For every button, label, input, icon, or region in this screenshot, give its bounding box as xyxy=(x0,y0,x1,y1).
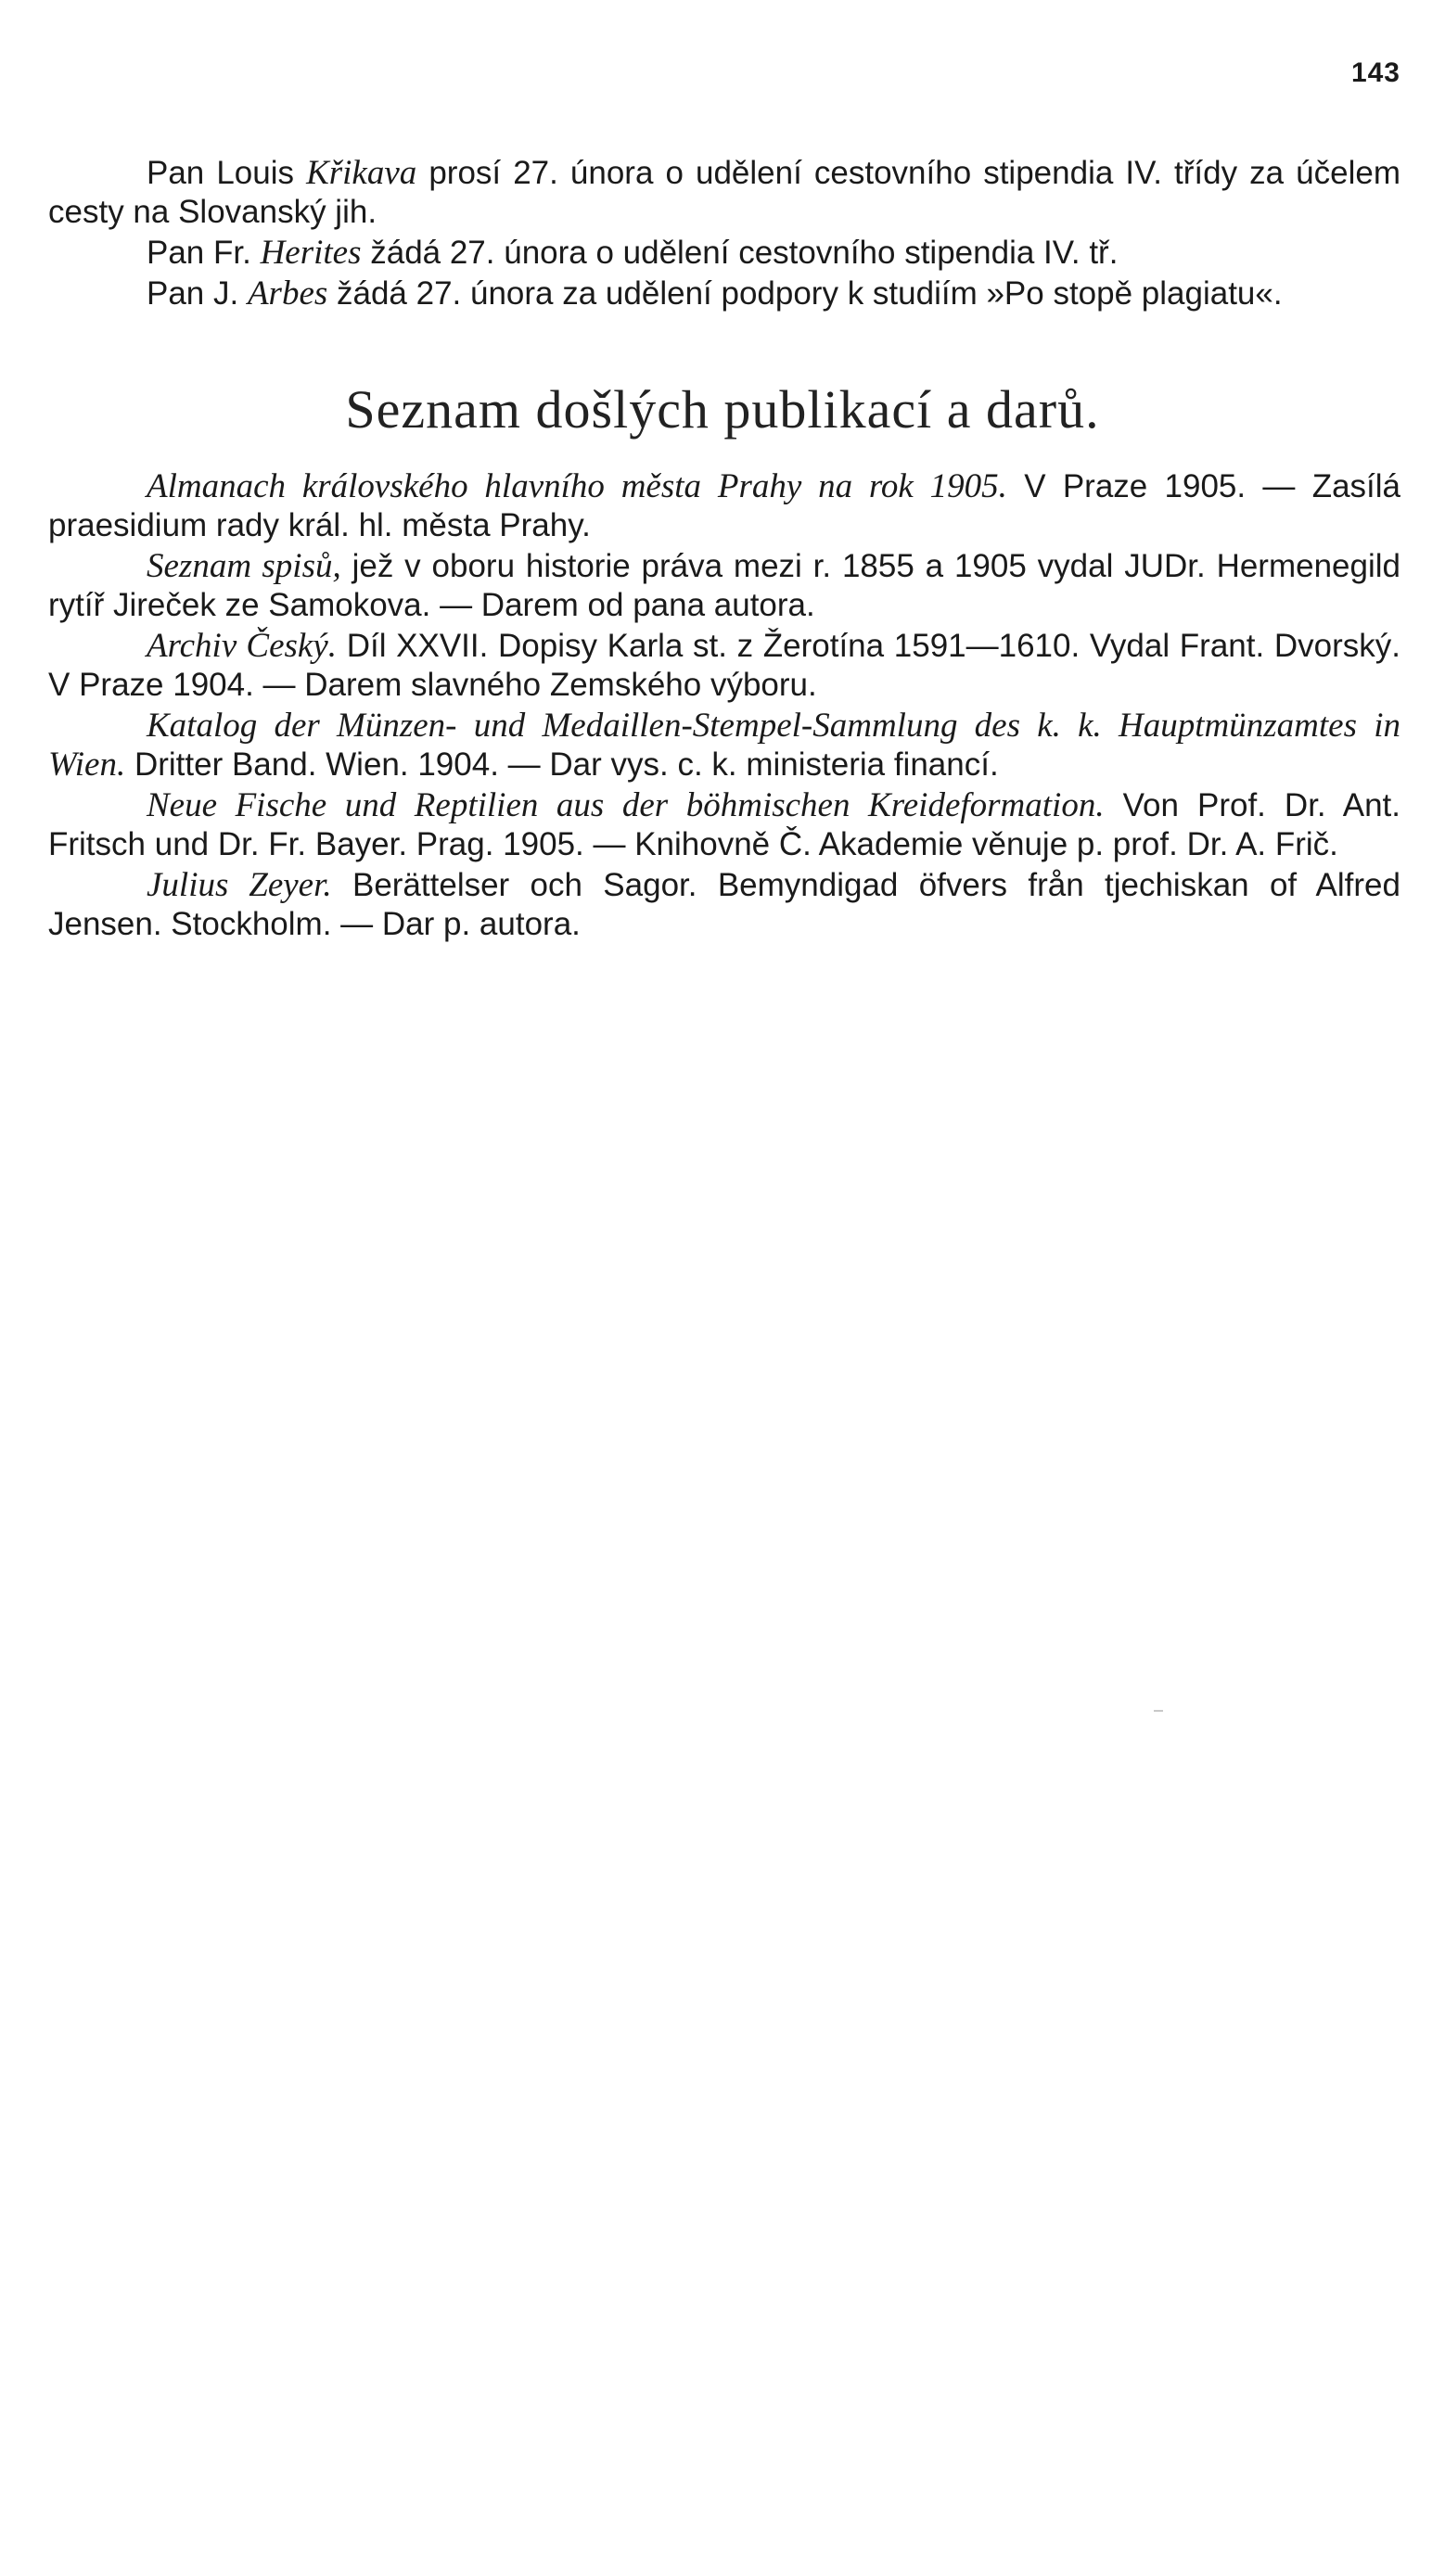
request-paragraph xyxy=(48,154,1400,232)
print-speck xyxy=(1154,1710,1163,1712)
request-paragraph xyxy=(48,234,1400,273)
publication-text: jež v oboru historie práva mezi r. 1855 a 1905 vydal JUDr. Hermenegild rytíř Jireček ze Samokova. — Darem od pana autora. xyxy=(48,548,1400,623)
publication-text: Dritter Band. Wien. 1904. — Dar vys. c. k. ministeria financí. xyxy=(125,746,999,783)
request-text: žádá 27. února o udělení cestovního stipendia IV. tř. xyxy=(361,235,1119,271)
publication-entry xyxy=(48,707,1400,784)
publication-text: V Praze 1905. — Zasílá praesidium rady král. hl. města Prahy. xyxy=(48,468,1401,543)
request-name: Křikava xyxy=(306,154,417,192)
request-paragraph xyxy=(48,274,1400,313)
request-text: prosí 27. února o udělení cestovního stipendia IV. třídy za účelem cesty na Slovanský jih. xyxy=(48,155,1400,230)
publication-entry xyxy=(48,866,1400,944)
publication-text: Díl XXVII. Dopisy Karla st. z Žerotína 1591—1610. Vydal Frant. Dvorský. V Praze 1904. — Darem slavného Zemského výboru. xyxy=(48,628,1400,703)
publications-list xyxy=(48,467,1400,944)
publication-title: Seznam spisů, xyxy=(147,547,341,585)
publication-text: Von Prof. Dr. Ant. Fritsch und Dr. Fr. Bayer. Prag. 1905. — Knihovně Č. Akademie věnuje p. prof. Dr. A. Frič. xyxy=(48,787,1400,862)
request-text: žádá 27. února za udělení podpory k studiím »Po stopě plagiatu«. xyxy=(327,275,1283,312)
request-prefix: Pan Fr. xyxy=(147,235,261,271)
request-name: Arbes xyxy=(247,274,328,312)
publication-entry xyxy=(48,467,1400,545)
request-prefix: Pan Louis xyxy=(147,155,307,191)
request-prefix: Pan J. xyxy=(147,275,248,312)
publication-title: Neue Fische und Reptilien aus der böhmischen Kreideformation. xyxy=(147,786,1105,824)
requests-section xyxy=(48,154,1400,313)
publication-title: Almanach královského hlavního města Prahy na rok 1905. xyxy=(147,467,1007,505)
page-number: 143 xyxy=(1350,57,1400,88)
publication-title: Julius Zeyer. xyxy=(147,866,332,904)
publication-entry xyxy=(48,627,1400,705)
publication-entry xyxy=(48,786,1400,864)
publication-title: Katalog der Münzen- und Medaillen-Stempel-Sammlung des k. k. Hauptmünzamtes in Wien. xyxy=(48,707,1400,784)
publication-text: Berättelser och Sagor. Bemyndigad öfvers från tjechiskan of Alfred Jensen. Stockholm. — Dar p. autora. xyxy=(48,867,1400,942)
request-name: Herites xyxy=(260,234,362,272)
publication-entry xyxy=(48,547,1400,625)
section-heading: Seznam došlých publikací a darů. xyxy=(345,379,1100,440)
publication-title: Archiv Český. xyxy=(147,627,338,665)
